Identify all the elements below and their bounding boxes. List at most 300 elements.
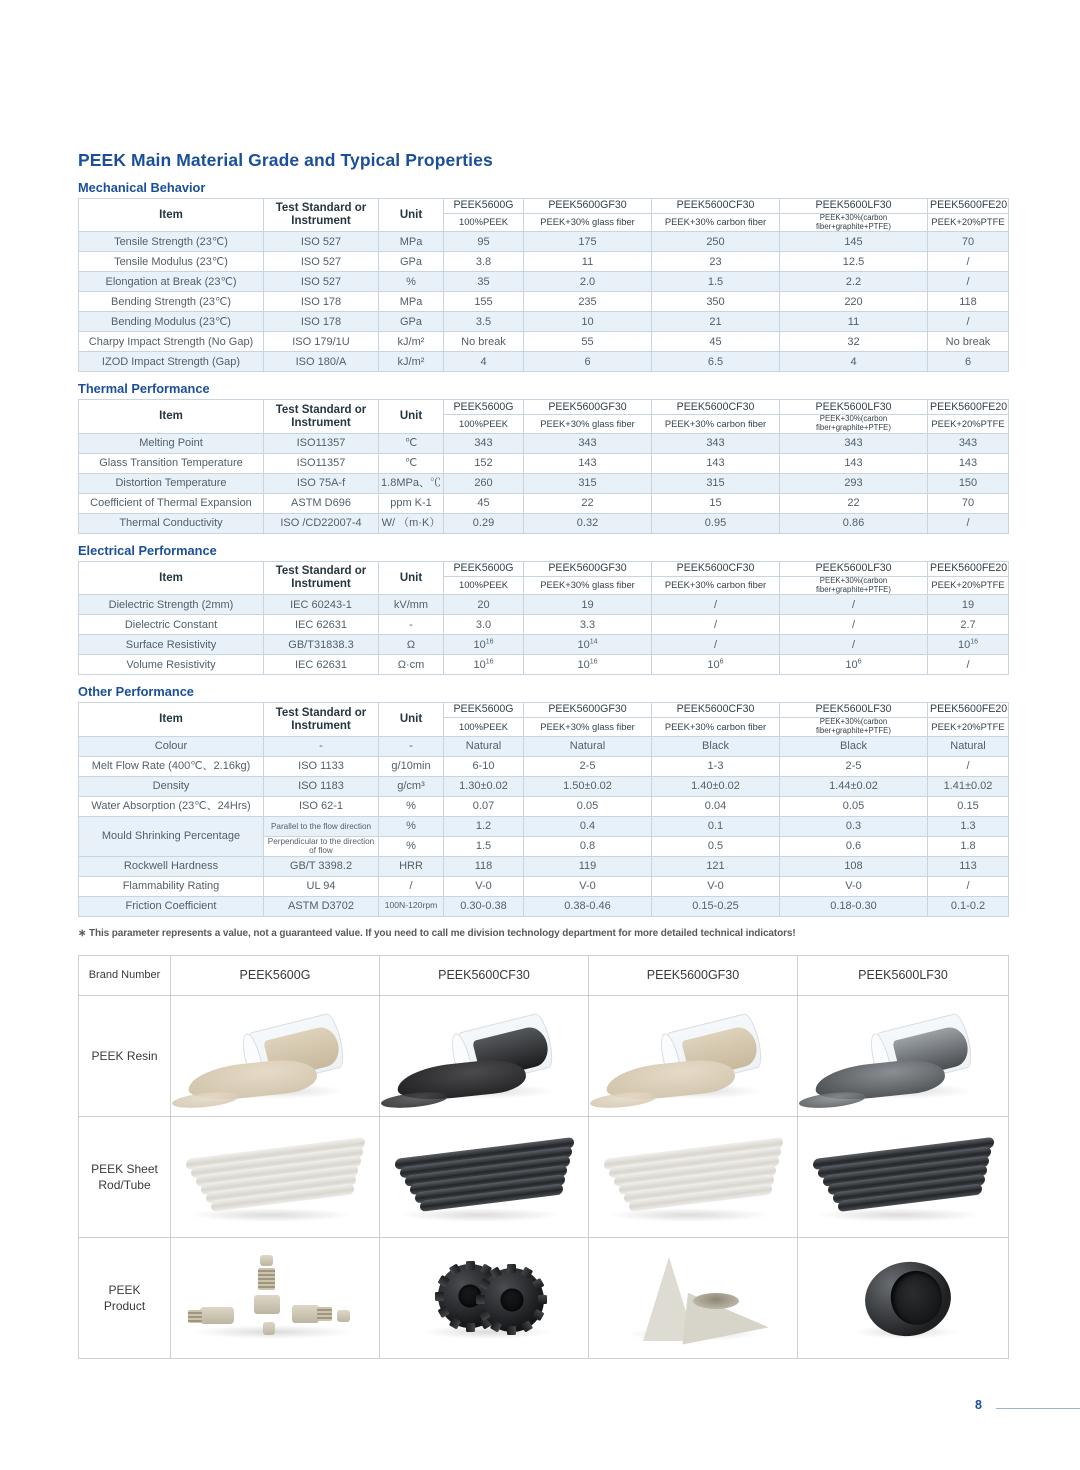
value-cell: 0.4 bbox=[524, 816, 652, 836]
value-cell: 22 bbox=[780, 493, 928, 513]
value-cell: 6-10 bbox=[444, 756, 524, 776]
unit-cell: kJ/m² bbox=[379, 352, 444, 372]
value-cell: 1.5 bbox=[652, 272, 780, 292]
spec-body bbox=[79, 595, 1009, 675]
col-grade-desc: 100%PEEK bbox=[444, 214, 524, 232]
property-name-cell: Dielectric Strength (2mm) bbox=[79, 595, 264, 615]
value-cell: / bbox=[928, 513, 1009, 533]
test-standard-cell: UL 94 bbox=[264, 876, 379, 896]
table-row bbox=[79, 312, 1009, 332]
value-cell: / bbox=[652, 615, 780, 635]
value-cell: 2.0 bbox=[524, 272, 652, 292]
property-name-cell: Coefficient of Thermal Expansion bbox=[79, 493, 264, 513]
footnote: ∗ This parameter represents a value, not a guaranteed value. If you need to call me division technology department for more detailed technical indicators! bbox=[78, 927, 796, 939]
property-name-cell: Surface Resistivity bbox=[79, 635, 264, 655]
table-row bbox=[79, 796, 1009, 816]
col-grade-code: PEEK5600CF30 bbox=[652, 199, 780, 214]
table-row bbox=[79, 332, 1009, 352]
property-name-cell: Thermal Conductivity bbox=[79, 513, 264, 533]
property-name-cell: Mould Shrinking Percentage bbox=[79, 816, 264, 856]
value-cell: 343 bbox=[444, 433, 524, 453]
table-row bbox=[79, 816, 1009, 836]
page-number: 8 bbox=[975, 1398, 982, 1412]
value-cell: 150 bbox=[928, 473, 1009, 493]
value-cell: 3.8 bbox=[444, 252, 524, 272]
value-cell: 0.1 bbox=[652, 816, 780, 836]
test-standard-cell: GB/T31838.3 bbox=[264, 635, 379, 655]
col-grade-code: PEEK5600FE20 bbox=[928, 400, 1009, 415]
brand-header-cell: PEEK5600G bbox=[171, 955, 380, 995]
value-cell: 0.86 bbox=[780, 513, 928, 533]
product-image-cell bbox=[171, 995, 380, 1116]
value-cell: 32 bbox=[780, 332, 928, 352]
table-row bbox=[79, 473, 1009, 493]
spec-table bbox=[78, 198, 1009, 372]
table-row bbox=[79, 595, 1009, 615]
value-cell: 0.05 bbox=[524, 796, 652, 816]
value-cell: 20 bbox=[444, 595, 524, 615]
value-cell: / bbox=[928, 655, 1009, 675]
test-standard-cell: ISO 179/1U bbox=[264, 332, 379, 352]
product-matrix-row bbox=[79, 995, 1009, 1116]
value-cell: 118 bbox=[928, 292, 1009, 312]
table-row bbox=[79, 272, 1009, 292]
section-thermal-performance bbox=[78, 381, 1008, 533]
table-row bbox=[79, 352, 1009, 372]
product-photo-white-rods bbox=[589, 1117, 797, 1237]
product-photo-jar-of-black-pellets bbox=[380, 996, 588, 1116]
unit-cell: Ω bbox=[379, 635, 444, 655]
spec-table bbox=[78, 399, 1009, 533]
product-photo-white-rods bbox=[171, 1117, 379, 1237]
product-image-cell bbox=[589, 995, 798, 1116]
unit-cell: - bbox=[379, 615, 444, 635]
table-row bbox=[79, 856, 1009, 876]
value-cell: $10^{16}$ bbox=[524, 655, 652, 675]
property-name-cell: Charpy Impact Strength (No Gap) bbox=[79, 332, 264, 352]
value-cell: 118 bbox=[444, 856, 524, 876]
col-grade-desc: PEEK+30% carbon fiber bbox=[652, 214, 780, 232]
value-cell: 2-5 bbox=[524, 756, 652, 776]
brand-header-cell: PEEK5600LF30 bbox=[798, 955, 1009, 995]
unit-cell: GPa bbox=[379, 252, 444, 272]
value-cell: V-0 bbox=[780, 876, 928, 896]
test-standard-cell: ISO 178 bbox=[264, 312, 379, 332]
product-image-cell bbox=[589, 1116, 798, 1237]
value-cell: 143 bbox=[928, 453, 1009, 473]
unit-cell: ppm K-1 bbox=[379, 493, 444, 513]
test-standard-cell: ASTM D3702 bbox=[264, 896, 379, 916]
value-cell: 0.04 bbox=[652, 796, 780, 816]
table-row bbox=[79, 876, 1009, 896]
value-cell: 70 bbox=[928, 493, 1009, 513]
col-grade-code: PEEK5600G bbox=[444, 561, 524, 576]
page-number-rule bbox=[996, 1408, 1080, 1409]
value-cell: / bbox=[652, 635, 780, 655]
value-cell: 0.1-0.2 bbox=[928, 896, 1009, 916]
unit-cell: kV/mm bbox=[379, 595, 444, 615]
col-grade-desc: PEEK+30% glass fiber bbox=[524, 214, 652, 232]
col-grade-desc: PEEK+30%(carbon fiber+graphite+PTFE) bbox=[780, 214, 928, 232]
col-grade-desc: PEEK+20%PTFE bbox=[928, 415, 1009, 433]
property-name-cell: IZOD Impact Strength (Gap) bbox=[79, 352, 264, 372]
value-cell: 350 bbox=[652, 292, 780, 312]
property-name-cell: Elongation at Break (23℃) bbox=[79, 272, 264, 292]
product-matrix-row bbox=[79, 1116, 1009, 1237]
col-grade-code: PEEK5600G bbox=[444, 703, 524, 718]
value-cell: 11 bbox=[524, 252, 652, 272]
value-cell: 70 bbox=[928, 232, 1009, 252]
value-cell: 1.5 bbox=[444, 836, 524, 856]
col-standard: Test Standard or Instrument bbox=[264, 400, 379, 433]
value-cell: 19 bbox=[928, 595, 1009, 615]
col-unit: Unit bbox=[379, 703, 444, 736]
product-matrix-body bbox=[79, 955, 1009, 1358]
value-cell: 19 bbox=[524, 595, 652, 615]
product-image-cell bbox=[589, 1237, 798, 1358]
unit-cell: - bbox=[379, 736, 444, 756]
value-cell: / bbox=[928, 756, 1009, 776]
col-grade-code: PEEK5600LF30 bbox=[780, 561, 928, 576]
unit-cell: HRR bbox=[379, 856, 444, 876]
value-cell: 343 bbox=[652, 433, 780, 453]
col-grade-code: PEEK5600FE20 bbox=[928, 199, 1009, 214]
test-standard-cell: ISO 527 bbox=[264, 232, 379, 252]
value-cell: 315 bbox=[652, 473, 780, 493]
product-image-cell bbox=[171, 1116, 380, 1237]
test-standard-cell: IEC 60243-1 bbox=[264, 595, 379, 615]
unit-cell: g/cm³ bbox=[379, 776, 444, 796]
property-name-cell: Friction Coefficient bbox=[79, 896, 264, 916]
value-cell: 21 bbox=[652, 312, 780, 332]
value-cell: 6 bbox=[928, 352, 1009, 372]
spec-body bbox=[79, 736, 1009, 916]
col-standard: Test Standard or Instrument bbox=[264, 703, 379, 736]
col-unit: Unit bbox=[379, 400, 444, 433]
value-cell: Natural bbox=[928, 736, 1009, 756]
value-cell: 175 bbox=[524, 232, 652, 252]
col-grade-desc: PEEK+30% glass fiber bbox=[524, 415, 652, 433]
col-item: Item bbox=[79, 199, 264, 232]
value-cell: 260 bbox=[444, 473, 524, 493]
col-unit: Unit bbox=[379, 199, 444, 232]
value-cell: 1.2 bbox=[444, 816, 524, 836]
product-photo-dark-rods bbox=[798, 1117, 1008, 1237]
value-cell: Black bbox=[652, 736, 780, 756]
value-cell: 45 bbox=[444, 493, 524, 513]
table-row bbox=[79, 615, 1009, 635]
test-standard-cell: ISO11357 bbox=[264, 433, 379, 453]
value-cell: / bbox=[652, 595, 780, 615]
value-cell: 3.3 bbox=[524, 615, 652, 635]
spec-table bbox=[78, 702, 1009, 916]
test-standard-cell: ISO 180/A bbox=[264, 352, 379, 372]
product-image-cell bbox=[380, 1237, 589, 1358]
value-cell: 10 bbox=[524, 312, 652, 332]
col-grade-code: PEEK5600G bbox=[444, 199, 524, 214]
unit-cell: % bbox=[379, 816, 444, 836]
value-cell: 0.6 bbox=[780, 836, 928, 856]
value-cell: $10^6$ bbox=[652, 655, 780, 675]
col-grade-code: PEEK5600FE20 bbox=[928, 703, 1009, 718]
value-cell: 0.8 bbox=[524, 836, 652, 856]
unit-cell: MPa bbox=[379, 292, 444, 312]
spec-body bbox=[79, 433, 1009, 533]
product-row-label: PEEK Resin bbox=[79, 995, 171, 1116]
value-cell: 12.5 bbox=[780, 252, 928, 272]
value-cell: / bbox=[928, 272, 1009, 292]
value-cell: 315 bbox=[524, 473, 652, 493]
value-cell: 235 bbox=[524, 292, 652, 312]
value-cell: 0.30-0.38 bbox=[444, 896, 524, 916]
property-name-cell: Flammability Rating bbox=[79, 876, 264, 896]
unit-cell: MPa bbox=[379, 232, 444, 252]
unit-cell: g/10min bbox=[379, 756, 444, 776]
spec-body bbox=[79, 232, 1009, 372]
col-grade-code: PEEK5600FE20 bbox=[928, 561, 1009, 576]
col-grade-desc: PEEK+30% carbon fiber bbox=[652, 576, 780, 594]
value-cell: 45 bbox=[652, 332, 780, 352]
col-grade-desc: PEEK+20%PTFE bbox=[928, 214, 1009, 232]
col-unit: Unit bbox=[379, 561, 444, 594]
col-grade-code: PEEK5600GF30 bbox=[524, 199, 652, 214]
value-cell: 4 bbox=[444, 352, 524, 372]
table-row bbox=[79, 635, 1009, 655]
value-cell: 250 bbox=[652, 232, 780, 252]
value-cell: 23 bbox=[652, 252, 780, 272]
unit-cell: % bbox=[379, 796, 444, 816]
col-grade-desc: PEEK+20%PTFE bbox=[928, 576, 1009, 594]
value-cell: / bbox=[928, 312, 1009, 332]
product-photo-cones bbox=[589, 1238, 797, 1358]
table-row bbox=[79, 252, 1009, 272]
product-image-cell bbox=[798, 995, 1009, 1116]
value-cell: Natural bbox=[444, 736, 524, 756]
test-standard-cell: ISO11357 bbox=[264, 453, 379, 473]
table-row bbox=[79, 493, 1009, 513]
product-photo-dark-rods bbox=[380, 1117, 588, 1237]
value-cell: / bbox=[780, 595, 928, 615]
unit-cell: GPa bbox=[379, 312, 444, 332]
value-cell: 293 bbox=[780, 473, 928, 493]
value-cell: 152 bbox=[444, 453, 524, 473]
col-grade-code: PEEK5600LF30 bbox=[780, 199, 928, 214]
value-cell: 0.5 bbox=[652, 836, 780, 856]
brand-header-cell: PEEK5600GF30 bbox=[589, 955, 798, 995]
brand-number-label: Brand Number bbox=[79, 955, 171, 995]
table-row bbox=[79, 776, 1009, 796]
value-cell: Black bbox=[780, 736, 928, 756]
unit-cell: kJ/m² bbox=[379, 332, 444, 352]
section-title: Mechanical Behavior bbox=[78, 180, 206, 195]
value-cell: 4 bbox=[780, 352, 928, 372]
col-grade-code: PEEK5600CF30 bbox=[652, 703, 780, 718]
value-cell: / bbox=[780, 635, 928, 655]
value-cell: 113 bbox=[928, 856, 1009, 876]
table-row bbox=[79, 513, 1009, 533]
col-standard: Test Standard or Instrument bbox=[264, 561, 379, 594]
value-cell: 143 bbox=[780, 453, 928, 473]
table-row bbox=[79, 433, 1009, 453]
col-grade-desc: PEEK+30%(carbon fiber+graphite+PTFE) bbox=[780, 415, 928, 433]
col-grade-code: PEEK5600CF30 bbox=[652, 400, 780, 415]
test-standard-cell: Parallel to the flow direction bbox=[264, 816, 379, 836]
col-item: Item bbox=[79, 703, 264, 736]
product-image-cell bbox=[380, 995, 589, 1116]
col-grade-desc: PEEK+30%(carbon fiber+graphite+PTFE) bbox=[780, 718, 928, 736]
product-photo-black-gears bbox=[380, 1238, 588, 1358]
value-cell: $10^{14}$ bbox=[524, 635, 652, 655]
product-image-cell bbox=[798, 1116, 1009, 1237]
value-cell: 15 bbox=[652, 493, 780, 513]
value-cell: 0.29 bbox=[444, 513, 524, 533]
value-cell: 35 bbox=[444, 272, 524, 292]
test-standard-cell: ISO /CD22007-4 bbox=[264, 513, 379, 533]
value-cell: 143 bbox=[524, 453, 652, 473]
property-name-cell: Bending Modulus (23℃) bbox=[79, 312, 264, 332]
property-name-cell: Distortion Temperature bbox=[79, 473, 264, 493]
test-standard-cell: IEC 62631 bbox=[264, 615, 379, 635]
value-cell: 1.41±0.02 bbox=[928, 776, 1009, 796]
section-other-performance bbox=[78, 684, 1008, 916]
value-cell: 1.30±0.02 bbox=[444, 776, 524, 796]
unit-cell: 100N-120rpm bbox=[379, 896, 444, 916]
col-grade-desc: PEEK+30% glass fiber bbox=[524, 718, 652, 736]
test-standard-cell: ISO 1183 bbox=[264, 776, 379, 796]
value-cell: 2-5 bbox=[780, 756, 928, 776]
value-cell: 22 bbox=[524, 493, 652, 513]
product-photo-jar-of-beige-pellets bbox=[171, 996, 379, 1116]
product-matrix-header-row bbox=[79, 955, 1009, 995]
col-grade-code: PEEK5600LF30 bbox=[780, 400, 928, 415]
value-cell: $10^6$ bbox=[780, 655, 928, 675]
value-cell: 0.3 bbox=[780, 816, 928, 836]
test-standard-cell: - bbox=[264, 736, 379, 756]
value-cell: 0.07 bbox=[444, 796, 524, 816]
table-row bbox=[79, 896, 1009, 916]
value-cell: 1.8 bbox=[928, 836, 1009, 856]
value-cell: 108 bbox=[780, 856, 928, 876]
product-image-cell bbox=[171, 1237, 380, 1358]
value-cell: / bbox=[928, 876, 1009, 896]
col-grade-desc: PEEK+30% carbon fiber bbox=[652, 415, 780, 433]
brand-header-cell: PEEK5600CF30 bbox=[380, 955, 589, 995]
col-grade-code: PEEK5600CF30 bbox=[652, 561, 780, 576]
value-cell: $10^{16}$ bbox=[444, 655, 524, 675]
value-cell: $10^{16}$ bbox=[928, 635, 1009, 655]
col-grade-desc: 100%PEEK bbox=[444, 576, 524, 594]
value-cell: V-0 bbox=[652, 876, 780, 896]
test-standard-cell: ISO 75A-f bbox=[264, 473, 379, 493]
product-photo-black-ring bbox=[798, 1238, 1008, 1358]
test-standard-cell: IEC 62631 bbox=[264, 655, 379, 675]
col-standard: Test Standard or Instrument bbox=[264, 199, 379, 232]
value-cell: 95 bbox=[444, 232, 524, 252]
product-matrix-table bbox=[78, 955, 1009, 1359]
table-row bbox=[79, 736, 1009, 756]
col-grade-desc: PEEK+30%(carbon fiber+graphite+PTFE) bbox=[780, 576, 928, 594]
value-cell: No break bbox=[444, 332, 524, 352]
value-cell: 0.95 bbox=[652, 513, 780, 533]
value-cell: 121 bbox=[652, 856, 780, 876]
property-name-cell: Tensile Strength (23℃) bbox=[79, 232, 264, 252]
unit-cell: W/ （m·K） bbox=[379, 513, 444, 533]
section-mechanical-behavior bbox=[78, 180, 1008, 372]
value-cell: 155 bbox=[444, 292, 524, 312]
value-cell: 6 bbox=[524, 352, 652, 372]
section-title: Other Performance bbox=[78, 684, 194, 700]
col-grade-code: PEEK5600G bbox=[444, 400, 524, 415]
value-cell: 343 bbox=[928, 433, 1009, 453]
value-cell: 0.05 bbox=[780, 796, 928, 816]
property-name-cell: Rockwell Hardness bbox=[79, 856, 264, 876]
property-name-cell: Tensile Modulus (23℃) bbox=[79, 252, 264, 272]
value-cell: 1-3 bbox=[652, 756, 780, 776]
value-cell: / bbox=[780, 615, 928, 635]
unit-cell: ℃ bbox=[379, 433, 444, 453]
property-name-cell: Melt Flow Rate (400℃、2.16kg) bbox=[79, 756, 264, 776]
table-row bbox=[79, 655, 1009, 675]
property-name-cell: Volume Resistivity bbox=[79, 655, 264, 675]
unit-cell: Ω·cm bbox=[379, 655, 444, 675]
test-standard-cell: ISO 527 bbox=[264, 252, 379, 272]
value-cell: 145 bbox=[780, 232, 928, 252]
value-cell: 1.50±0.02 bbox=[524, 776, 652, 796]
table-row bbox=[79, 232, 1009, 252]
col-grade-code: PEEK5600LF30 bbox=[780, 703, 928, 718]
col-item: Item bbox=[79, 561, 264, 594]
value-cell: 2.2 bbox=[780, 272, 928, 292]
property-name-cell: Water Absorption (23℃、24Hrs) bbox=[79, 796, 264, 816]
property-name-cell: Glass Transition Temperature bbox=[79, 453, 264, 473]
value-cell: Natural bbox=[524, 736, 652, 756]
product-photo-jar-of-gray-pellets bbox=[798, 996, 1008, 1116]
page-title: PEEK Main Material Grade and Typical Properties bbox=[78, 150, 493, 170]
value-cell: 6.5 bbox=[652, 352, 780, 372]
value-cell: / bbox=[928, 252, 1009, 272]
property-name-cell: Density bbox=[79, 776, 264, 796]
col-grade-desc: 100%PEEK bbox=[444, 718, 524, 736]
value-cell: 0.15 bbox=[928, 796, 1009, 816]
value-cell: V-0 bbox=[524, 876, 652, 896]
datasheet-page bbox=[78, 150, 1008, 1359]
col-grade-code: PEEK5600GF30 bbox=[524, 400, 652, 415]
product-matrix-row bbox=[79, 1237, 1009, 1358]
test-standard-cell: ISO 527 bbox=[264, 272, 379, 292]
col-grade-desc: 100%PEEK bbox=[444, 415, 524, 433]
value-cell: 119 bbox=[524, 856, 652, 876]
unit-cell: / bbox=[379, 876, 444, 896]
unit-cell: 1.8MPa、℃ bbox=[379, 473, 444, 493]
value-cell: 220 bbox=[780, 292, 928, 312]
value-cell: 3.0 bbox=[444, 615, 524, 635]
col-item: Item bbox=[79, 400, 264, 433]
value-cell: 11 bbox=[780, 312, 928, 332]
value-cell: 0.32 bbox=[524, 513, 652, 533]
property-name-cell: Melting Point bbox=[79, 433, 264, 453]
value-cell: 143 bbox=[652, 453, 780, 473]
unit-cell: ℃ bbox=[379, 453, 444, 473]
section-electrical-performance bbox=[78, 543, 1008, 675]
col-grade-desc: PEEK+20%PTFE bbox=[928, 718, 1009, 736]
product-row-label: PEEK Sheet Rod/Tube bbox=[79, 1116, 171, 1237]
test-standard-cell: Perpendicular to the direction of flow bbox=[264, 836, 379, 856]
value-cell: 343 bbox=[780, 433, 928, 453]
unit-cell: % bbox=[379, 836, 444, 856]
value-cell: 3.5 bbox=[444, 312, 524, 332]
section-title: Thermal Performance bbox=[78, 381, 210, 397]
property-name-cell: Bending Strength (23℃) bbox=[79, 292, 264, 312]
